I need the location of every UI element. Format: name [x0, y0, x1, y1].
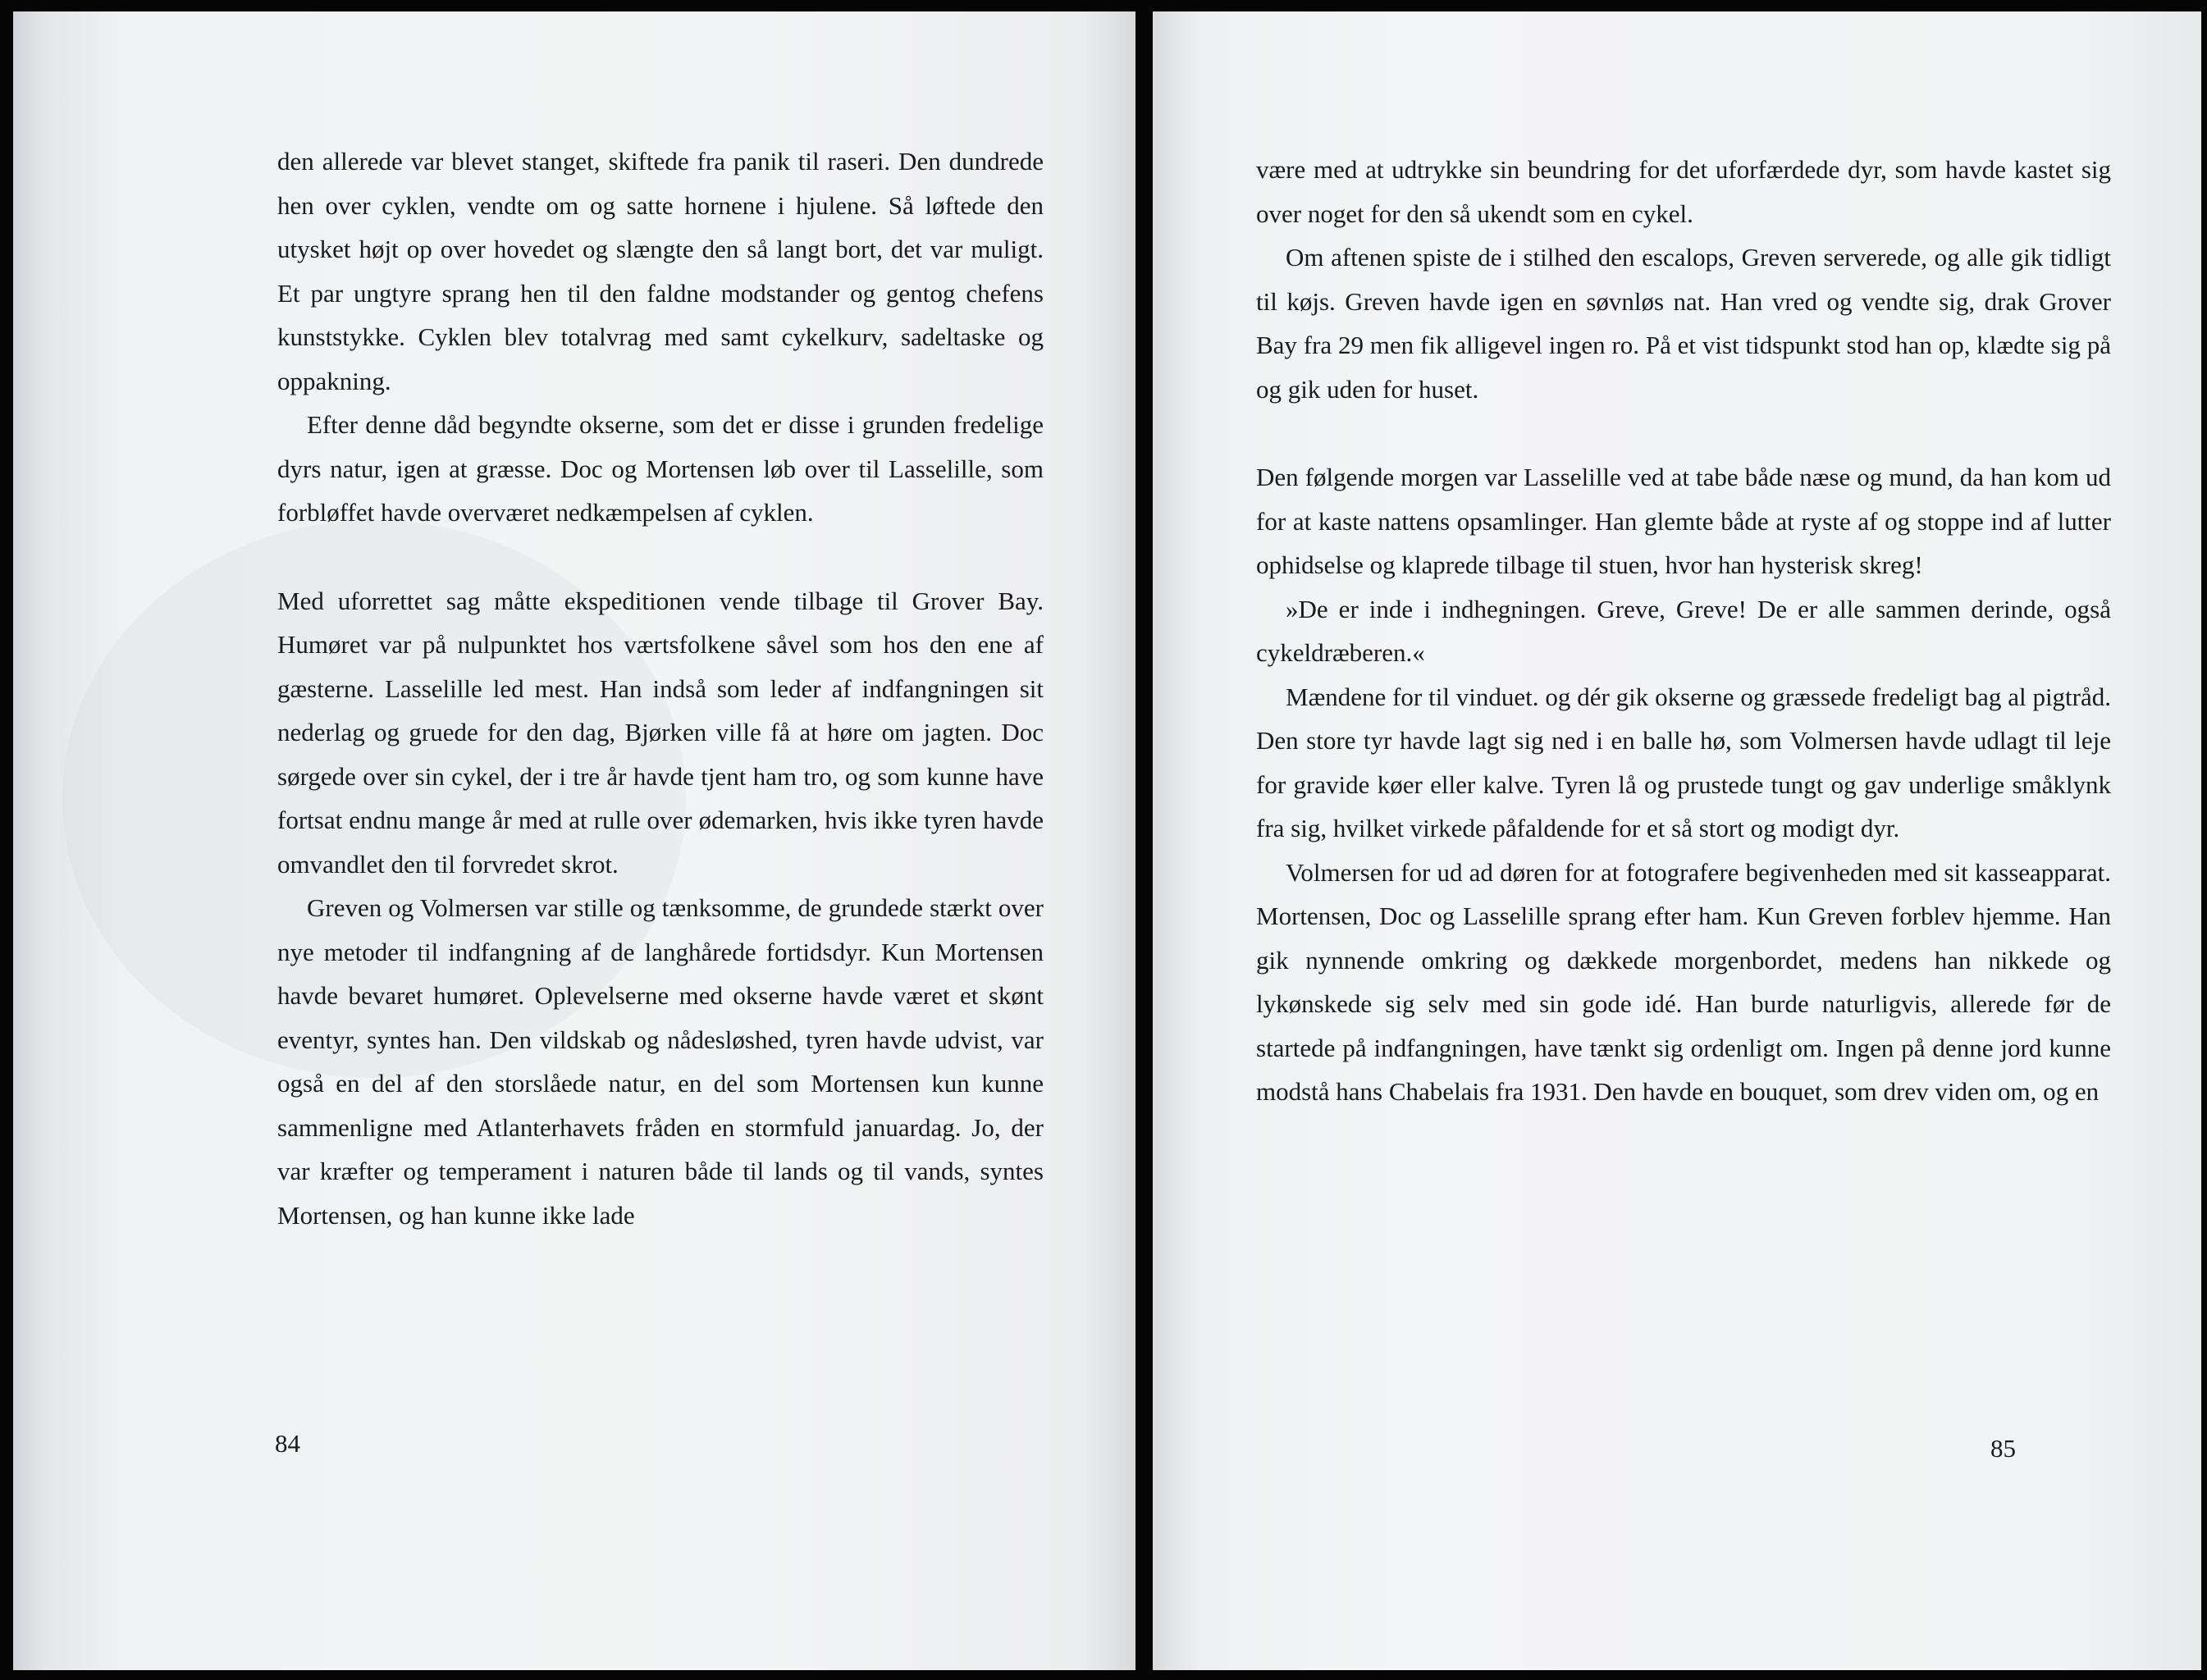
right-paragraph-4: »De er inde i indhegningen. Greve, Greve! De er alle sammen derinde, også cykeldræberen.« — [1256, 594, 2111, 667]
right-page-number: 85 — [1990, 1434, 2016, 1463]
right-paragraph-1: være med at udtrykke sin beundring for det uforfærdede dyr, som havde kastet sig over noget for den så ukendt som en cykel. — [1256, 155, 2111, 228]
right-paragraph-6: Volmersen for ud ad døren for at fotografere begivenheden med sit kasseapparat. Mortensen, Doc og Lasselille sprang efter ham. Kun Greven forblev hjemme. Han gik nynnende omkring og dækkede morgenbordet, medens han nikkede og lykønskede sig selv med sin gode idé. Han burde naturligvis, allerede før de startede på indfangningen, have tænkt sig ordenligt om. Ingen på denne jord kunne modstå hans Chabelais fra 1931. Den havde en bouquet, som drev viden om, og en — [1256, 857, 2111, 1106]
right-page — [1153, 11, 2201, 1670]
right-paragraph-5: Mændene for til vinduet. og dér gik okserne og græssede fredeligt bag al pigtråd. Den store tyr havde lagt sig ned i en balle hø, som Volmersen havde udlagt til leje for gravide køer eller kalve. Tyren lå og prustede tungt og gav underlige småklynk fra sig, hvilket virkede påfaldende for et så stort og modigt dyr. — [1256, 682, 2111, 842]
left-paragraph-1: den allerede var blevet stanget, skiftede fra panik til raseri. Den dundrede hen over cyklen, vendte om og satte hornene i hjulene. Så løftede den utysket højt op over hovedet og slængte den så langt bort, det var muligt. Et par ungtyre sprang hen til den faldne modstander og gentog chefens kunststykke. Cyklen blev totalvrag med samt cykelkurv, sadeltaske og oppakning. — [277, 147, 1044, 395]
left-paragraph-4: Greven og Volmersen var stille og tænksomme, de grundede stærkt over nye metoder til indfangning af de langhårede fortidsdyr. Kun Mortensen havde bevaret humøret. Oplevelserne med okserne havde været et skønt eventyr, syntes han. Den vildskab og nådesløshed, tyren havde udvist, var også en del af den storslåede natur, en del som Mortensen kun kunne sammenligne med Atlanterhavets fråden en stormfuld januardag. Jo, der var kræfter og temperament i naturen både til lands og til vands, syntes Mortensen, og han kunne ikke lade — [277, 893, 1044, 1230]
left-page-number: 84 — [275, 1429, 300, 1458]
left-page-text — [277, 139, 1044, 1237]
left-paragraph-3: Med uforrettet sag måtte ekspeditionen vende tilbage til Grover Bay. Humøret var på nulpunktet hos værtsfolkene såvel som hos den ene af gæsterne. Lasselille led mest. Han indså som leder af indfangningen sit nederlag og gruede for den dag, Bjørken ville få at høre om jagten. Doc sørgede over sin cykel, der i tre år havde tjent ham tro, og som kunne have fortsat endnu mange år med at rulle over ødemarken, hvis ikke tyren havde omvandlet den til forvredet skrot. — [277, 586, 1044, 879]
left-page — [13, 11, 1135, 1670]
right-paragraph-2: Om aftenen spiste de i stilhed den escalops, Greven serverede, og alle gik tidligt til køjs. Greven havde igen en søvnløs nat. Han vred og vendte sig, drak Grover Bay fra 29 men fik alligevel ingen ro. På et vist tidspunkt stod han op, klædte sig på og gik uden for huset. — [1256, 243, 2111, 404]
left-paragraph-2: Efter denne dåd begyndte okserne, som det er disse i grunden fredelige dyrs natur, igen at græsse. Doc og Mortensen løb over til Lasselille, som forbløffet havde overværet nedkæmpelsen af cyklen. — [277, 410, 1044, 527]
right-paragraph-3: Den følgende morgen var Lasselille ved at tabe både næse og mund, da han kom ud for at kaste nattens opsamlinger. Han glemte både at ryste af og stoppe ind af lutter ophidselse og klaprede tilbage til stuen, hvor han hysterisk skreg! — [1256, 463, 2111, 579]
right-page-text — [1256, 148, 2111, 1114]
